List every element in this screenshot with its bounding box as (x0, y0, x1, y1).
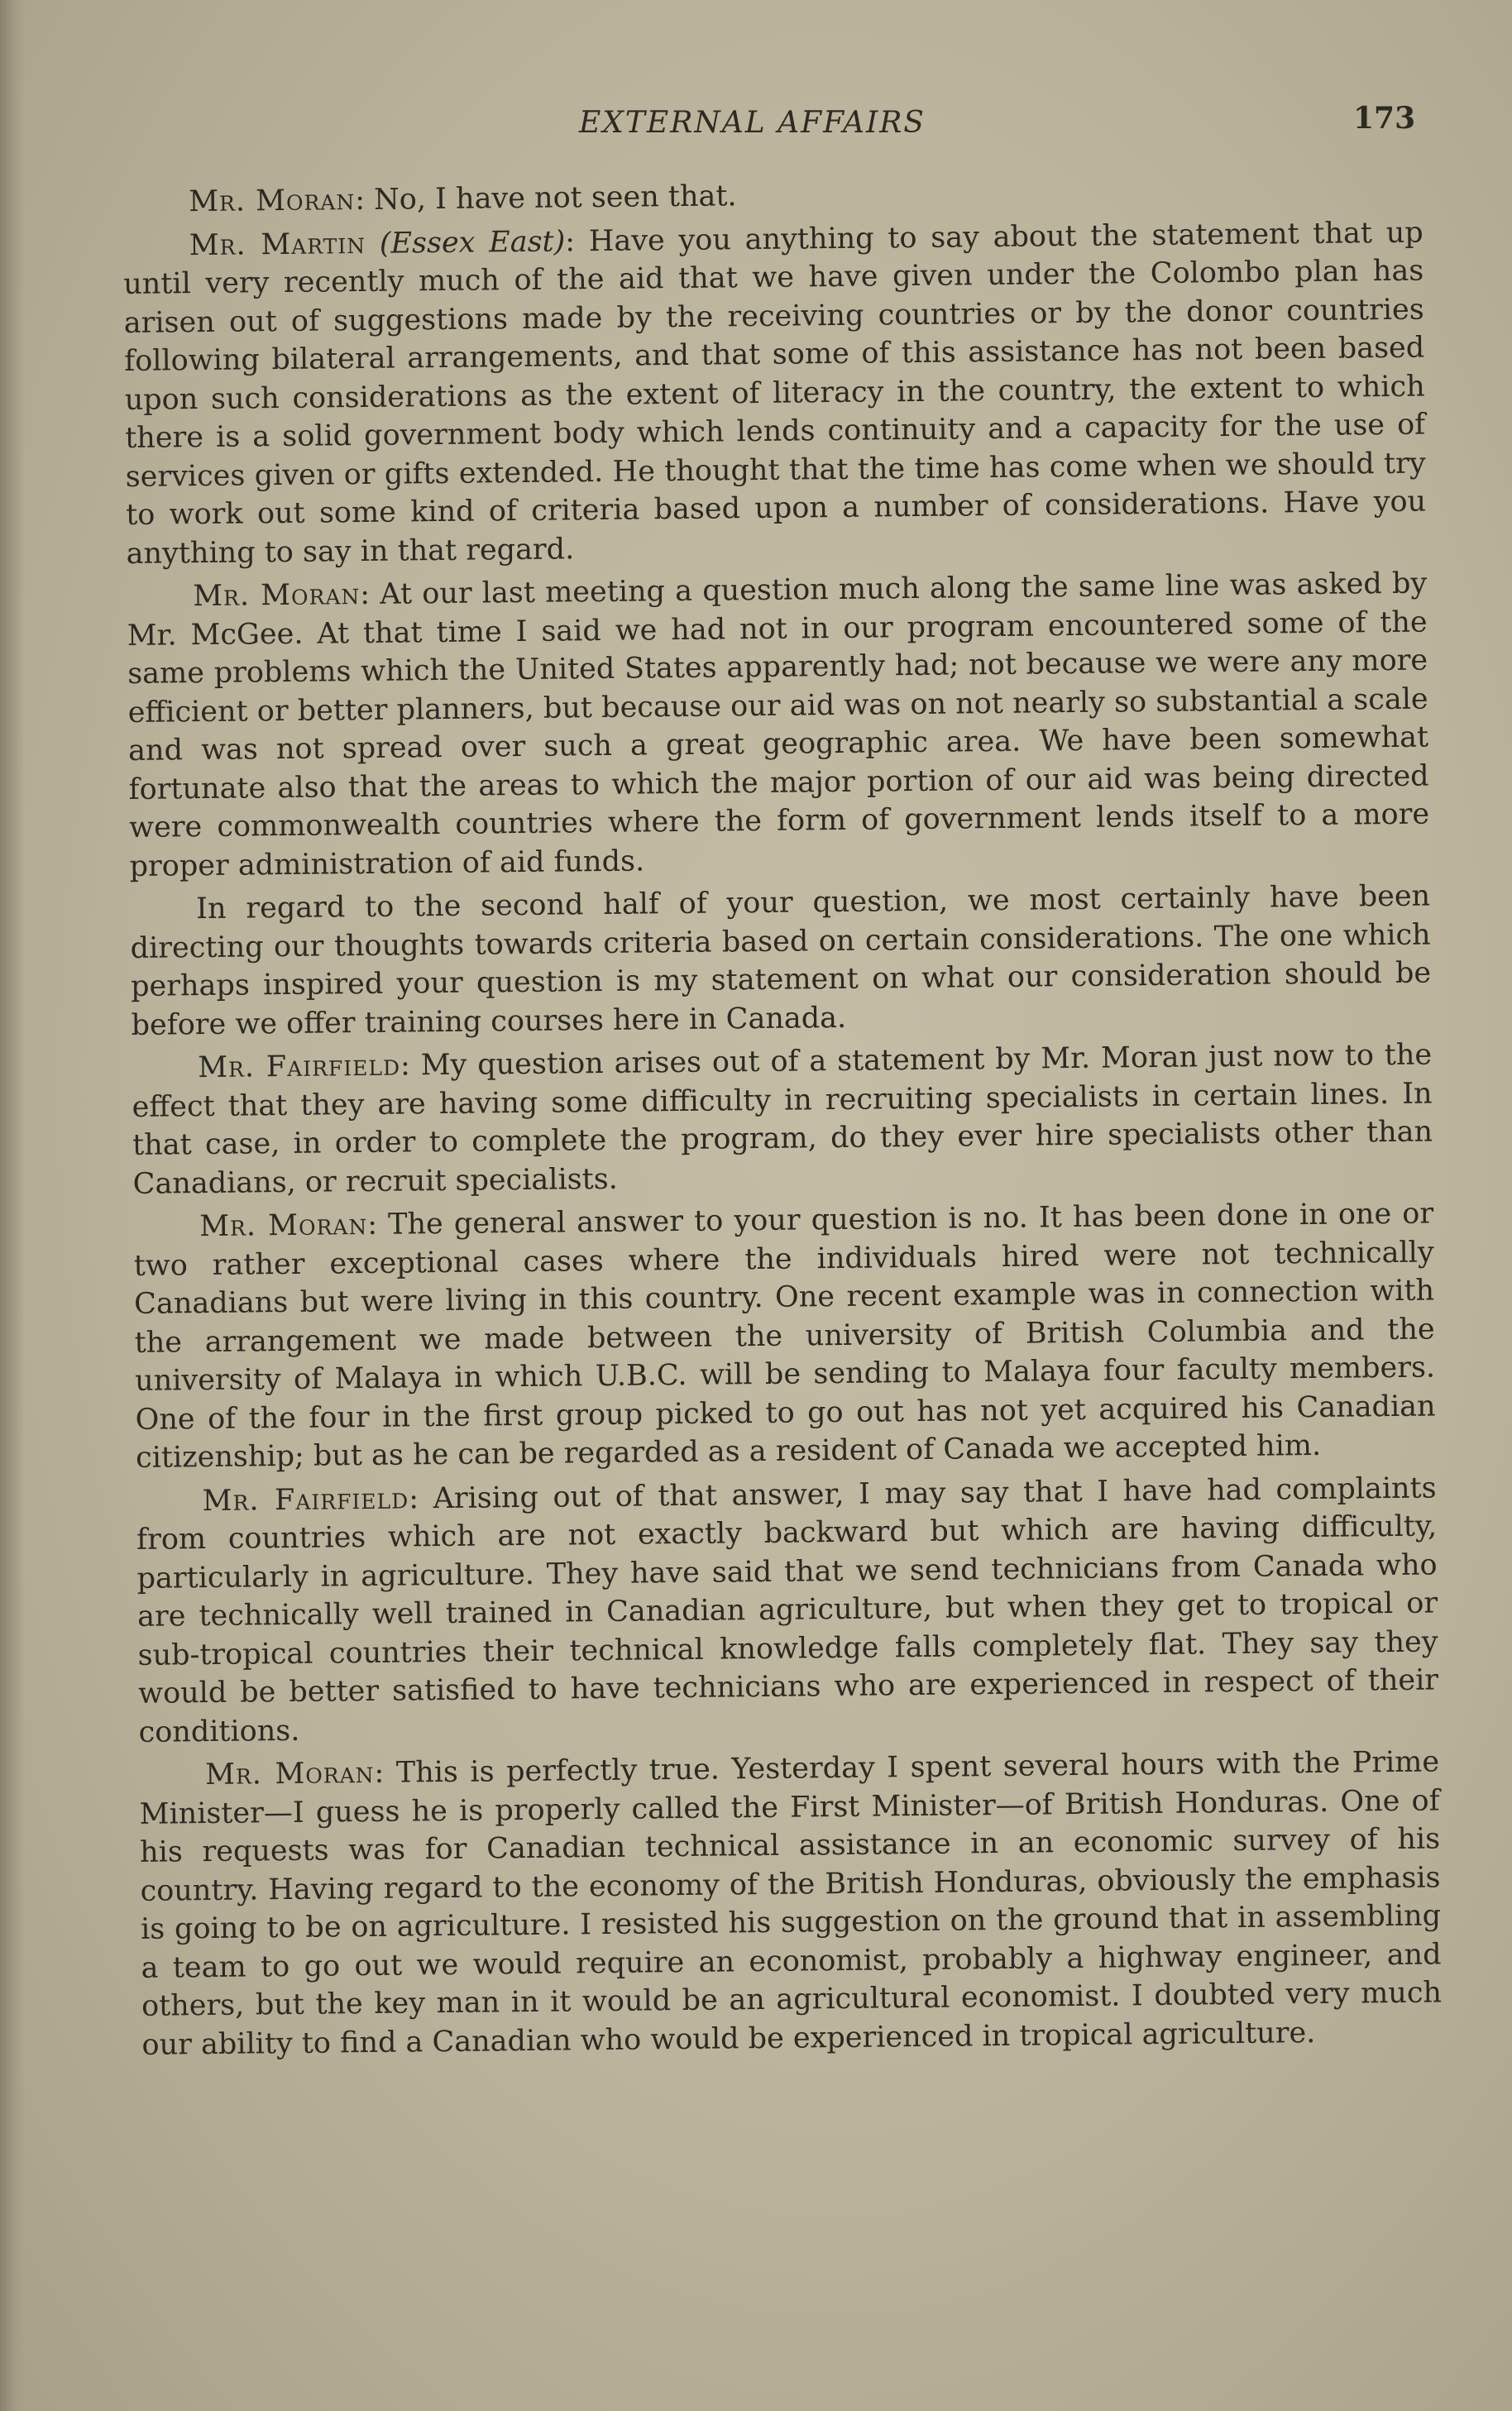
speaker-constituency: (Essex East) (379, 224, 566, 261)
paragraph-text: : Arising out of that answer, I may say that I have had complaints from countries which are not exactly backward but which are having difficulty, particularly in agriculture. They have said that we send technicians from Canada who are technically well trained in Canadian agriculture, but when they get to tropical or sub-tropical countries their technical knowledge falls completely flat. They say they would be better satisfied to have technicians who are experienced in respect of their conditions. (136, 1471, 1439, 1749)
paragraph-4 (130, 877, 1432, 1044)
paragraph-8 (139, 1743, 1443, 2064)
paragraph-text: : This is perfectly true. Yesterday I spent several hours with the Prime Minister—I guess he is properly called the First Minister—of British Honduras. One of his requests was for Canadian technical assistance in an economic survey of his country. Having regard to the economy of the British Honduras, obviously the emphasis is going to be on agriculture. I resisted his suggestion on the ground that in assembling a team to go out we would require an economist, probably a highway engineer, and others, but the key man in it would be an agricultural economist. I doubted very much our ability to find a Canadian who would be experienced in tropical agriculture. (139, 1745, 1443, 2062)
paragraph-text: : The general answer to your question is no. It has been done in one or two rather exceptional cases where the individuals hired were not technically Canadians but were living in this country. One recent example was in connection with the arrangement we made between the university of British Columbia and the university of Malaya in which U.B.C. will be sending to Malaya four faculty members. One of the four in the first group picked to go out has not yet acquired his Canadian citizenship; but as he can be regarded as a resident of Canada we accepted him. (133, 1197, 1436, 1475)
paragraph-7 (136, 1469, 1438, 1752)
paragraph-text: In regard to the second half of your question, we most certainly have been directing our thoughts towards criteria based on certain considerations. The one which perhaps inspired your question is my statement on what our consideration should be before we offer training courses here in Canada. (130, 879, 1432, 1042)
page-number: 173 (1353, 101, 1416, 136)
paragraph-text: : Have you anything to say about the statement that up until very recently much of the aid that we have given under the Colombo plan has arisen out of suggestions made by the receiving countries or by the donor countries following bilateral arrangements, and that some of this assistance has not been based upon such considerations as the extent of literacy in the country, the extent to which there is a solid government body which lends continuity and a capacity for the use of services given or gifts extended. He thought that the time has come when we should try to work out some kind of criteria based upon a number of considerations. Have you anything to say in that regard. (123, 216, 1427, 571)
paragraph-text: : At our last meeting a question much along the same line was asked by Mr. McGee. At that time I said we had not in our program encountered some of the same problems which the United States apparently had; not because we were any more efficient or better planners, but because our aid was on not nearly so substantial a scale and was not spread over such a great geographic area. We have been somewhat fortunate also that the areas to which the major portion of our aid was being directed were commonwealth countries where the form of government lends itself to a more proper administration of aid funds. (127, 567, 1430, 883)
paragraph-text: : My question arises out of a statement by Mr. Moran just now to the effect that they are having some difficulty in recruiting specialists in certain lines. In that case, in order to complete the program, do they ever hire specialists other than Canadians, or recruit specialists. (132, 1038, 1433, 1201)
speaker-name: Mr. Moran (189, 184, 356, 219)
speaker-name: Mr. Fairfield (202, 1481, 409, 1518)
paragraph-2 (123, 213, 1427, 573)
page-header (0, 101, 1512, 155)
speaker-name: Mr. Fairfield (197, 1049, 401, 1085)
page-body (122, 170, 1443, 2069)
paragraph-text: : No, I have not seen that. (355, 179, 737, 218)
paragraph-3 (127, 565, 1430, 886)
paragraph-5 (132, 1036, 1433, 1203)
speaker-name: Mr. Moran (193, 578, 361, 614)
running-title: EXTERNAL AFFAIRS (579, 106, 926, 140)
paragraph-6 (133, 1194, 1436, 1477)
paragraph-1 (122, 170, 1423, 222)
speaker-name: Mr. Moran (204, 1756, 375, 1792)
page-spine-shadow (0, 0, 25, 2411)
speaker-name: Mr. Moran (199, 1208, 368, 1244)
speaker-name: Mr. Martin (189, 227, 366, 262)
